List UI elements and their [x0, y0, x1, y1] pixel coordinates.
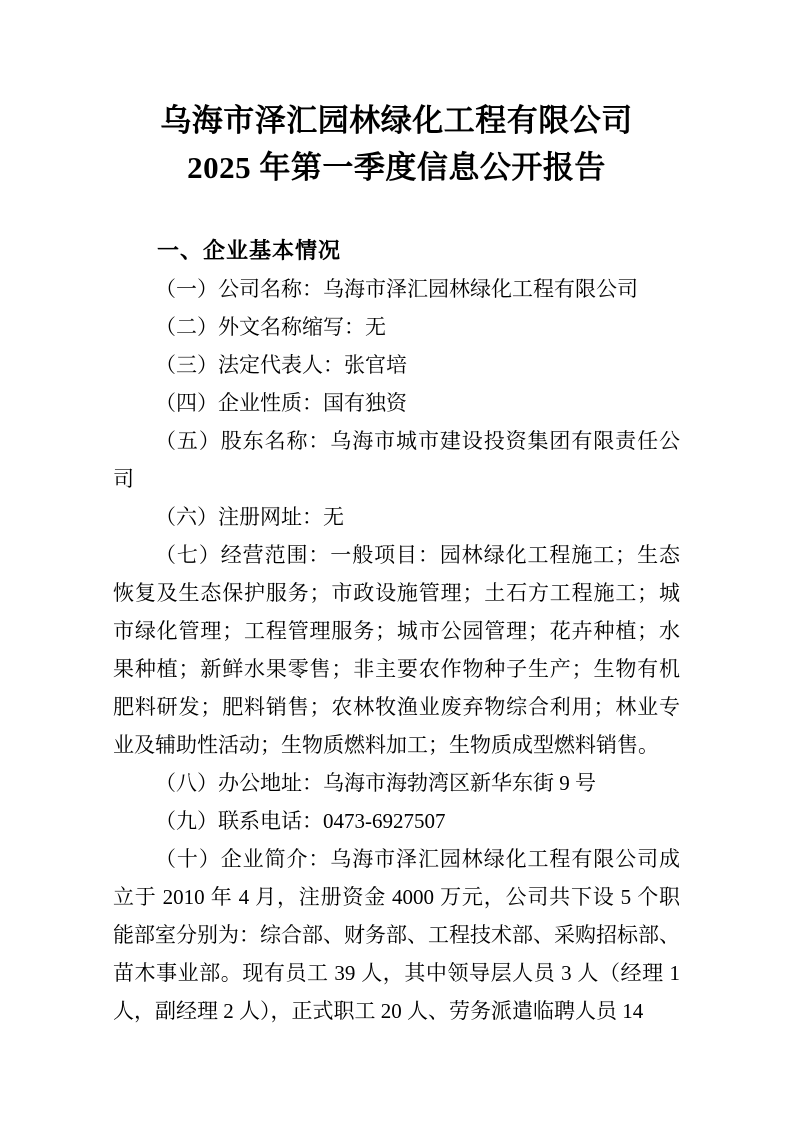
title-line-report: 2025 年第一季度信息公开报告: [187, 150, 606, 185]
paragraph: [113, 764, 680, 802]
paragraph-line: （二）外文名称缩写：无: [155, 315, 386, 339]
paragraph-line: 肥料研发；肥料销售；农林牧渔业废弃物综合利用；林业专: [113, 695, 680, 719]
section-heading-basic-info: 一、企业基本情况: [157, 238, 342, 263]
paragraph-line: （八）办公地址：乌海市海勃湾区新华东街 9 号: [155, 771, 596, 795]
paragraph: [113, 270, 680, 308]
paragraph-line: （四）企业性质：国有独资: [155, 391, 407, 415]
document-title: [113, 97, 680, 191]
paragraph-line: 恢复及生态保护服务；市政设施管理；土石方工程施工；城: [113, 581, 680, 605]
paragraph-line: 果种植；新鲜水果零售；非主要农作物种子生产；生物有机: [113, 657, 680, 681]
paragraph: [113, 802, 680, 840]
paragraph-line: （六）注册网址：无: [155, 505, 344, 529]
paragraph-line: 业及辅助性活动；生物质燃料加工；生物质成型燃料销售。: [113, 733, 659, 757]
paragraph: [113, 384, 680, 422]
paragraph-line: （三）法定代表人：张官培: [155, 353, 407, 377]
paragraph-line: （九）联系电话：0473-6927507: [155, 809, 446, 833]
paragraph-line: 司: [113, 467, 134, 491]
paragraph-line: （十）企业简介：乌海市泽汇园林绿化工程有限公司成: [155, 847, 680, 871]
paragraph-line: （一）公司名称：乌海市泽汇园林绿化工程有限公司: [155, 277, 638, 301]
paragraph-line: 苗木事业部。现有员工 39 人，其中领导层人员 3 人（经理 1: [113, 961, 680, 985]
paragraph: [113, 840, 680, 1030]
title-line-company: 乌海市泽汇园林绿化工程有限公司: [160, 103, 633, 138]
paragraph: [113, 308, 680, 346]
paragraph-line: 市绿化管理；工程管理服务；城市公园管理；花卉种植；水: [113, 619, 680, 643]
paragraph-line: （五）股东名称：乌海市城市建设投资集团有限责任公: [155, 429, 680, 453]
paragraph-line: 能部室分别为：综合部、财务部、工程技术部、采购招标部、: [113, 923, 680, 947]
paragraph-line: 立于 2010 年 4 月，注册资金 4000 万元，公司共下设 5 个职: [113, 885, 680, 909]
paragraph: [113, 422, 680, 498]
paragraph-line: （七）经营范围：一般项目：园林绿化工程施工；生态: [155, 543, 680, 567]
paragraph: [113, 498, 680, 536]
paragraph: [113, 346, 680, 384]
paragraph-line: 人，副经理 2 人），正式职工 20 人、劳务派遣临聘人员 14: [113, 999, 644, 1023]
paragraph: [113, 536, 680, 764]
paragraph-list: [113, 270, 680, 1030]
